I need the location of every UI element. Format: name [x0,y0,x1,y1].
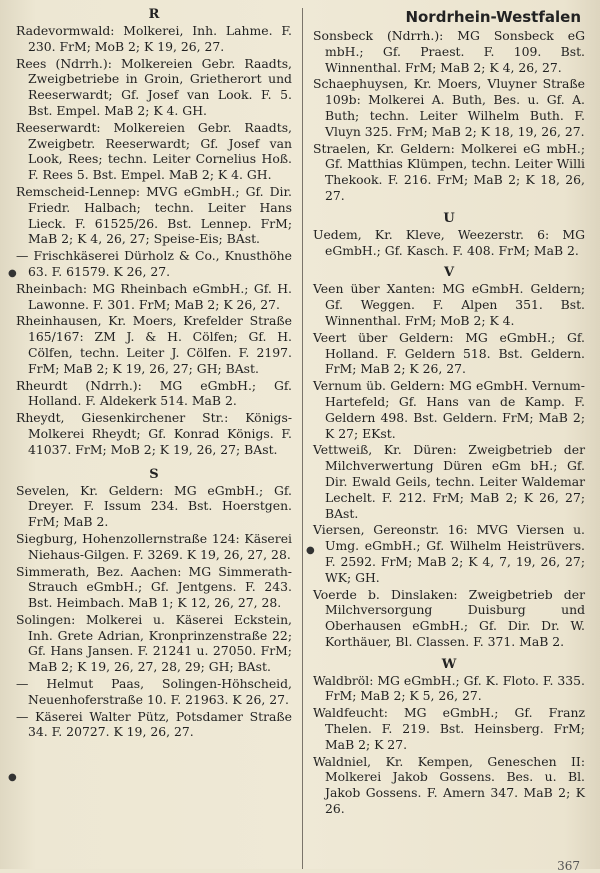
section-letter-s: S [149,466,159,482]
entry-remscheid-lennep: Remscheid-Lennep: MVG eGmbH.; Gf. Dir. Friedr. Halbach; techn. Leiter Hans Lieck. F. 61525/26. Bst. Lennep. FrM; MaB 2; K 4, 26, 27; Speise-Eis; BAst. [16,183,292,247]
entry-rees: Rees (Ndrrh.): Molkereien Gebr. Raadts, Zweigbetriebe in Groin, Grietherort und Reeserwardt; Gf. Josef van Look. F. 5. Bst. Empel. MaB 2; K 4. GH. [16,55,292,118]
entry-solingen: Solingen: Molkerei u. Käserei Eckstein, Inh. Grete Adrian, Kronprinzenstraße 22; Gf. Hans Jansen. F. 21241 u. 27050. FrM; MaB 2; K 19, 26, 27, 28, 29; GH; BAst. [16,611,292,675]
entry-waldniel: Waldniel, Kr. Kempen, Geneschen II: Molkerei Jakob Gossens. Bes. u. Bl. Jakob Gossens. F. Amern 347. MaB 2; K 26. [313,753,585,817]
entry-frischkaeserei-duerholz: — Frischkäserei Dürholz & Co., Knusthöhe 63. F. 61579. K 26, 27. [16,248,292,279]
entry-rheinhausen: Rheinhausen, Kr. Moers, Krefelder Straße 165/167: ZM J. & H. Cölfen; Gf. H. Cölfen, techn. Leiter J. Cölfen. F. 2197. FrM; MaB 2; K 19, 26, 27; GH; BAst. [16,313,292,376]
entry-rheinbach: Rheinbach: MG Rheinbach eGmbH.; Gf. H. Lawonne. F. 301. FrM; MaB 2; K 26, 27. [16,280,292,312]
entry-schaephuysen: Schaephuysen, Kr. Moers, Vluyner Straße 109b: Molkerei A. Buth, Bes. u. Gf. A. Buth; techn. Leiter Wilhelm Buth. F. Vluyn 325. FrM; MaB 2; K 18, 19, 26, 27. [313,76,585,139]
section-letter-u: U [443,210,455,226]
entry-vettweiss: Vettweiß, Kr. Düren: Zweigbetrieb der Milchverwertung Düren eGm bH.; Gf. Dir. Ewald Geils, techn. Leiter Waldemar Lechelt. F. 212. FrM; MaB 2; K 26, 27; BAst. [313,442,585,521]
section-letter-r: R [148,7,160,22]
region-title: Nordrhein-Westfalen [405,8,581,26]
margin-dot-mark: ● [306,545,315,556]
margin-dot-mark: ● [8,772,17,783]
margin-dot-mark: ● [8,268,17,279]
entry-vernum: Vernum üb. Geldern: MG eGmbH. Vernum-Hartefeld; Gf. Hans van de Kamp. F. Geldern 498. Bst. Geldern. FrM; MaB 2; K 27; EKst. [313,378,585,441]
column-divider [302,8,303,869]
entry-simmerath: Simmerath, Bez. Aachen: MG Simmerath-Strauch eGmbH.; Gf. Jentgens. F. 243. Bst. Heimbach. MaB 1; K 12, 26, 27, 28. [16,563,292,611]
entry-rheydt: Rheydt, Giesenkirchener Str.: Königs-Molkerei Rheydt; Gf. Konrad Königs. F. 41037. FrM; MoB 2; K 19, 26, 27; BAst. [16,410,292,457]
entry-helmut-paas: — Helmut Paas, Solingen-Höhscheid, Neuenhoferstraße 10. F. 21963. K 26, 27. [16,676,292,707]
entry-waldbroel: Waldbröl: MG eGmbH.; Gf. K. Floto. F. 335. FrM; MaB 2; K 5, 26, 27. [313,672,585,704]
entry-sonsbeck: Sonsbeck (Ndrrh.): MG Sonsbeck eG mbH.; Gf. Praest. F. 109. Bst. Winnenthal. FrM; MaB 2; K 4, 26, 27. [313,28,585,75]
page-number: 367 [557,859,580,873]
entry-reeserwardt: Reeserwardt: Molkereien Gebr. Raadts, Zweigbetr. Reeserwardt; Gf. Josef van Look, Rees; techn. Leiter Cornelius Hoß. F. Rees 5. Bst. Empel. MaB 2; K 4. GH. [16,119,292,183]
entry-uedem: Uedem, Kr. Kleve, Weezerstr. 6: MG eGmbH.; Gf. Kasch. F. 408. FrM; MaB 2. [313,226,585,258]
entry-voerde: Voerde b. Dinslaken: Zweigbetrieb der Milchversorgung Duisburg und Oberhausen eGmbH.; Gf. Dir. Dr. W. Korthäuer, Bl. Classen. F. 371. MaB 2. [313,586,585,649]
right-column [313,6,585,818]
entry-kaeserei-walter-puetz: — Käserei Walter Pütz, Potsdamer Straße 34. F. 20727. K 19, 26, 27. [16,708,292,740]
entry-waldfeucht: Waldfeucht: MG eGmbH.; Gf. Franz Thelen. F. 219. Bst. Heinsberg. FrM; MaB 2; K 27. [313,705,585,752]
left-column [16,6,292,741]
section-letter-v: V [443,265,455,281]
entry-viersen: Viersen, Gereonstr. 16: MVG Viersen u. Umg. eGmbH.; Gf. Wilhelm Heistrüvers. F. 2592. FrM; MaB 2; K 4, 7, 19, 26, 27; WK; GH. [313,522,585,585]
entry-radevormwald: Radevormwald: Molkerei, Inh. Lahme. F. 230. FrM; MoB 2; K 19, 26, 27. [16,23,292,54]
entry-straelen: Straelen, Kr. Geldern: Molkerei eG mbH.; Gf. Matthias Klümpen, techn. Leiter Willi Thekook. F. 216. FrM; MaB 2; K 18, 26, 27. [313,140,585,203]
section-letter-w: W [441,656,457,672]
entry-veen: Veen über Xanten: MG eGmbH. Geldern; Gf. Weggen. F. Alpen 351. Bst. Winnenthal. FrM; MoB 2; K 4. [313,281,585,328]
entry-rheurdt: Rheurdt (Ndrrh.): MG eGmbH.; Gf. Holland. F. Aldekerk 514. MaB 2. [16,377,292,409]
entry-sevelen: Sevelen, Kr. Geldern: MG eGmbH.; Gf. Dreyer. F. Issum 234. Bst. Hoerstgen. FrM; MaB 2. [16,482,292,530]
entry-siegburg: Siegburg, Hohenzollernstraße 124: Käserei Niehaus-Gilgen. F. 3269. K 19, 26, 27, 28. [16,530,292,562]
entry-veert: Veert über Geldern: MG eGmbH.; Gf. Holland. F. Geldern 518. Bst. Geldern. FrM; MaB 2; K 26, 27. [313,329,585,377]
